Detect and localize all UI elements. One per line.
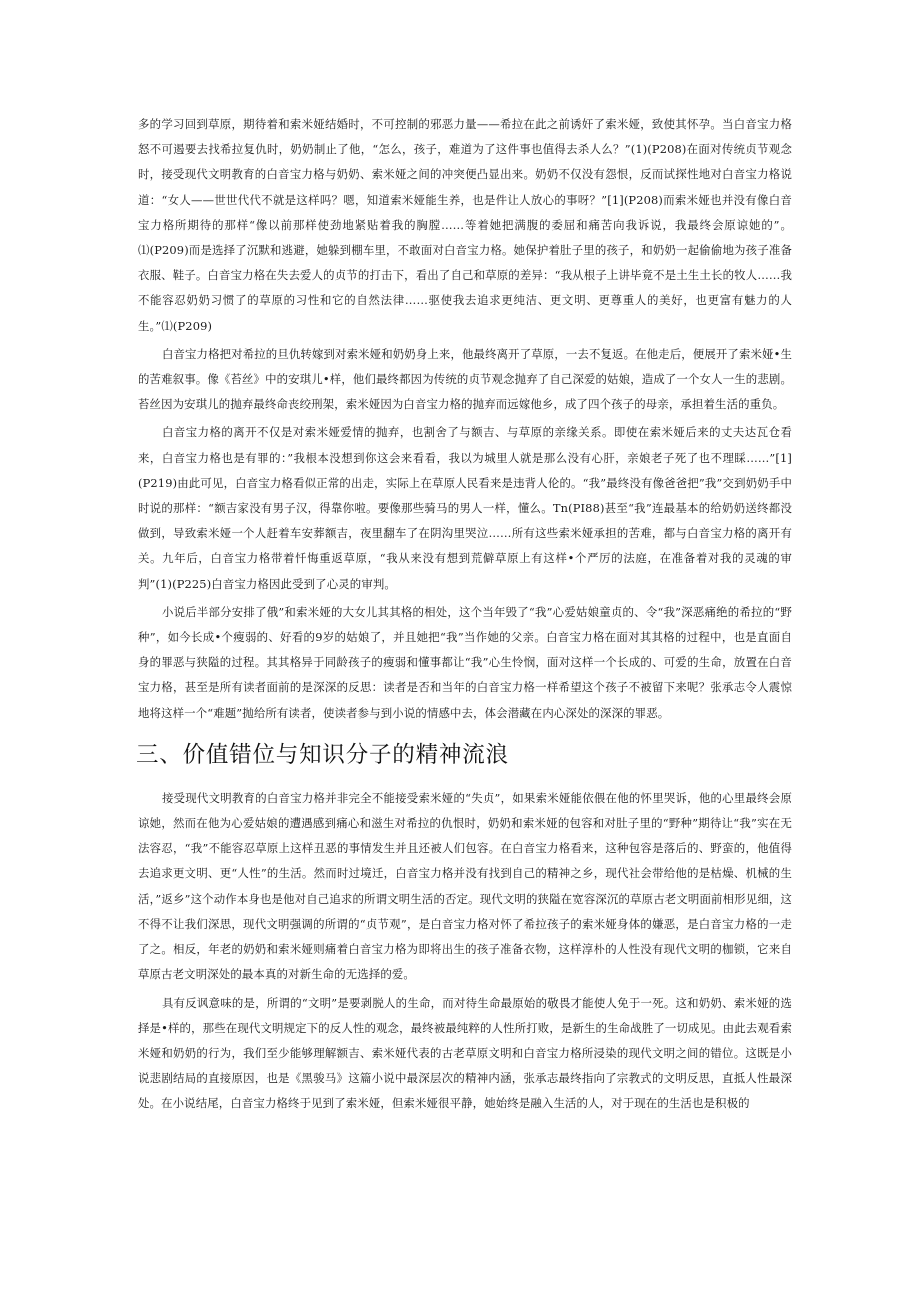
paragraph: 白音宝力格的离开不仅是对索米娅爱情的抛弃，也割舍了与额吉、与草原的亲缘关系。即使在索米娅后来的丈夫达瓦仓看来，白音宝力格也是有罪的：”我根本没想到你这会来看看，我以为城里人就是那么没有心肝，亲娘老子死了也不理睬……”[1](P219)由此可见，白音宝力格看似正常的出走，实际上在草原人民看来是违背人伦的。“我”最终没有像爸爸把”我”交到奶奶手中时说的那样：“额吉家没有男子汉，得靠你啦。要像那些骑马的男人一样，懂么。Tn(PI88)甚至“我”连最基本的给奶奶送终都没做到，导致索米娅一个人赶着车安葬额吉，夜里翻车了在阴沟里哭泣……所有这些索米娅承担的苦难，都与白音宝力格的离开有关。九年后，白音宝力格带着忏悔重返草原，“我从来没有想到荒僻草原上有这样•个严厉的法庭，在准备着对我的灵魂的审判”(1)(P225)白音宝力格因此受到了心灵的审判。 [138, 425, 792, 591]
document-page [138, 112, 792, 1117]
paragraph: 具有反讽意味的是，所谓的“文明”是要剥脱人的生命，而对待生命最原始的敬畏才能使人免于一死。这和奶奶、索米娅的选择是•样的，那些在现代文明规定下的反人性的观念，最终被最纯粹的人性所打败，是新生的生命战胜了一切成见。由此去观看索米娅和奶奶的行为，我们至少能够理解额吉、索米娅代表的古老草原文明和白音宝力格所浸染的现代文明之间的错位。这既是小说悲剧结局的直接原因，也是《黑骏马》这篇小说中最深层次的精神内涵，张承志最终指向了宗教式的文明反思，直抵人性最深处。在小说结尾，白音宝力格终于见到了索米娅，但索米娅很平静，她始终是融入生活的人，对于现在的生活也是积极的 [138, 995, 792, 1111]
paragraph: 多的学习回到草原，期待着和索米娅结婚时，不可控制的邪恶力量——希拉在此之前诱奸了索米娅，致使其怀孕。当白音宝力格怒不可遏要去找希拉复仇时，奶奶制止了他，“怎么，孩子，难道为了这件事也值得去杀人么？”(1)(P208)在面对传统贞节观念时，接受现代文明教育的白音宝力格与奶奶、索米娅之间的冲突便凸显出来。奶奶不仅没有怨恨，反而试探性地对白音宝力格说道：“女人——世世代代不就是这样吗？嗯，知道索米娅能生养，也是件让人放心的事呀？”[1](P208)而索米娅也并没有像白音宝力格所期待的那样“像以前那样使劲地紧贴着我的胸膛……等着她把满腹的委屈和痛苦向我诉说，我最终会原谅她的”。⑴(P209)而是选择了沉默和逃避，她躲到棚车里，不敢面对白音宝力格。她保护着肚子里的孩子，和奶奶一起偷偷地为孩子准备衣服、鞋子。白音宝力格在失去爱人的贞节的打击下，看出了自己和草原的差异：“我从根子上讲毕竟不是土生土长的牧人……我不能容忍奶奶习惯了的草原的习性和它的自然法律……驱使我去追求更纯洁、更文明、更尊重人的美好，也更富有魅力的人生。”⑴(P209) [138, 117, 792, 333]
paragraph: 接受现代文明教育的白音宝力格并非完全不能接受索米娅的“失贞”，如果索米娅能依偎在他的怀里哭诉，他的心里最终会原谅她，然而在他为心爱姑娘的遭遇感到痛心和滋生对希拉的仇恨时，奶奶和索米娅的包容和对肚子里的“野种”期待让“我”实在无法容忍，“我”不能容忍草原上这样丑恶的事情发生并且还被人们包容。在白音宝力格看来，这种包容是落后的、野蛮的，他值得去追求更文明、更“人性”的生活。然而时过境迁，白音宝力格并没有找到自己的精神之乡，现代社会带给他的是枯燥、机械的生活，”返乡”这个动作本身也是他对自己追求的所谓文明生活的否定。现代文明的狭隘在宽容深沉的草原古老文明面前相形见细，这不得不让我们深思，现代文明强调的所谓的“贞节观”，是白音宝力格对怀了希拉孩子的索米娅身体的嫌恶，是白音宝力格的一走了之。相反，年老的奶奶和索米娅则痛着白音宝力格为即将出生的孩子准备衣物，这样淳朴的人性没有现代文明的枷锁，它来自草原古老文明深处的最本真的对新生命的无选择的爱。 [138, 790, 792, 982]
paragraph: 白音宝力格把对希拉的旦仇转嫁到对索米娅和奶奶身上来，他最终离开了草原，一去不复返。在他走后，便展开了索米娅•生的苦难叙事。像《苔丝》中的安琪儿•样，他们最终都因为传统的贞节观念抛弃了自己深爱的姑娘，造成了一个女人一生的悲剧。苔丝因为安琪儿的抛弃最终命丧绞刑架，索米娅因为白音宝力格的抛弃而远嫁他乡，成了四个孩子的母亲，承担着生活的重负。 [138, 346, 793, 412]
section-heading: 三、价值错位与知识分子的精神流浪 [136, 741, 509, 768]
paragraph: 小说后半部分安排了俄”和索米娅的大女儿其其格的相处，这个当年毁了“我”心爱姑娘童贞的、令“我”深恶痛绝的希拉的“野种”，如今长成•个瘦弱的、好看的9岁的姑娘了，并且她把“我”当作她的父亲。白音宝力格在面对其其格的过程中，也是直面自身的罪恶与狭隘的过程。其其格异于同龄孩子的瘦弱和懂事都让“我”心生怜悯，面对这样一个长成的、可爱的生命，放置在白音宝力格，甚至是所有读者面前的是深深的反思：读者是否和当年的白音宝力格一样希望这个孩子不被留下来呢？张承志令人震惊地将这样一个“难题”抛给所有读者，使读者参与到小说的情感中去，体会潜藏在内心深处的深深的罪恶。 [138, 604, 792, 720]
